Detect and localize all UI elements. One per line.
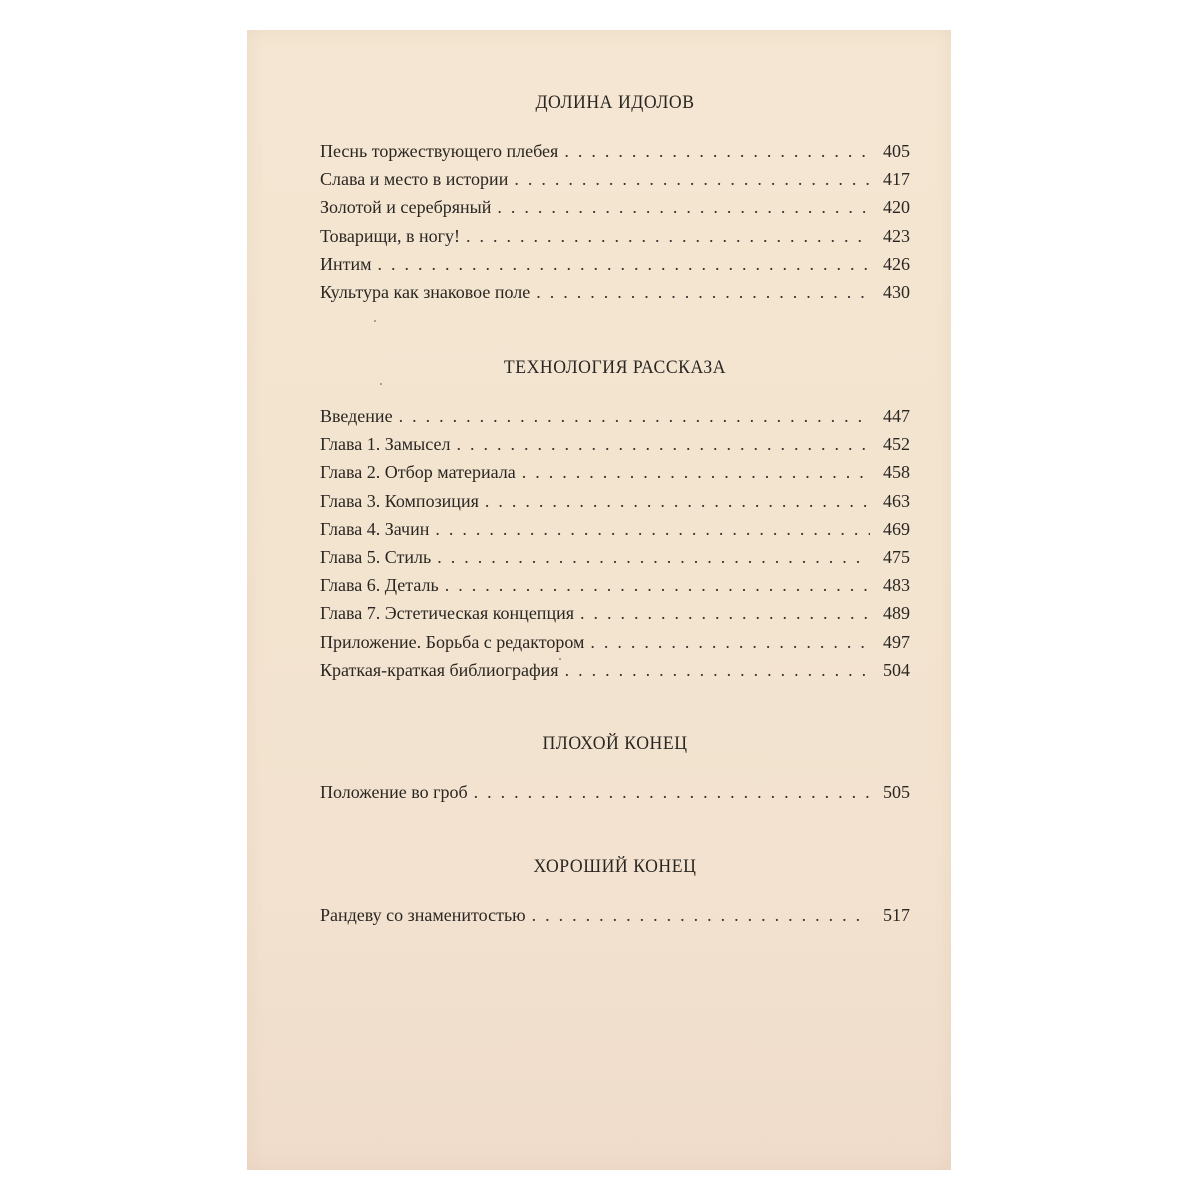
toc-entry[interactable] (320, 193, 910, 221)
toc-section-bad-ending (320, 730, 910, 806)
toc-entry-title: Глава 4. Зачин (320, 518, 430, 539)
toc-entry-title: Введение (320, 406, 393, 426)
toc-entry-title: Слава и место в истории (320, 169, 509, 190)
toc-section-story-technology (320, 354, 910, 684)
toc-entry-title: Интим (320, 253, 372, 274)
toc-entry-title: Приложение. Борьба с редактором (320, 631, 585, 652)
section-title: ДОЛИНА ИДОЛОВ (535, 92, 695, 113)
toc-entry-page: 517 (883, 905, 910, 925)
toc-entry[interactable] (320, 222, 910, 250)
toc-entry-page: 497 (883, 631, 910, 652)
toc-entry-title: Глава 7. Эстетическая концепция (320, 603, 574, 624)
toc-entry[interactable] (320, 402, 910, 430)
toc-entry[interactable] (320, 430, 910, 458)
dot-leader (435, 515, 870, 543)
toc-entry-page: 405 (883, 141, 910, 161)
dot-leader (522, 458, 870, 486)
toc-entry-page: 426 (883, 253, 910, 274)
toc-entry-title: Песнь торжествующего плебея (320, 141, 559, 161)
toc-section-valley-of-idols (320, 89, 910, 306)
section-title: ХОРОШИЙ КОНЕЦ (533, 856, 697, 877)
dot-leader (580, 599, 870, 627)
dot-leader (590, 628, 870, 656)
toc-entry-title: Краткая-краткая библиография (320, 659, 559, 680)
toc-entry[interactable] (320, 571, 910, 599)
toc-entries (320, 778, 910, 806)
toc-entry-title: Глава 3. Композиция (320, 490, 479, 511)
dot-leader (474, 778, 870, 806)
toc-entry-title: Культура как знаковое поле (320, 281, 531, 302)
toc-entry-title: Рандеву со знаменитостью (320, 905, 526, 925)
toc-entry[interactable] (320, 137, 910, 165)
toc-entry-page: 475 (883, 546, 910, 567)
toc-entry-page: 489 (883, 603, 910, 624)
toc-entries (320, 901, 910, 929)
toc-entry[interactable] (320, 656, 910, 684)
paper-speck (380, 383, 382, 385)
toc-entry[interactable] (320, 165, 910, 193)
paper-speck (374, 320, 376, 322)
dot-leader (564, 137, 870, 165)
toc-entry-page: 458 (883, 462, 910, 483)
toc-entry-page: 452 (883, 434, 910, 455)
toc-entry[interactable] (320, 515, 910, 543)
toc-entry[interactable] (320, 487, 910, 515)
toc-entry-page: 420 (883, 197, 910, 218)
dot-leader (485, 487, 870, 515)
dot-leader (536, 278, 870, 306)
dot-leader (456, 430, 870, 458)
toc-entry[interactable] (320, 599, 910, 627)
toc-entry[interactable] (320, 543, 910, 571)
dot-leader (532, 901, 870, 929)
toc-entry-title: Товарищи, в ногу! (320, 225, 461, 246)
toc-entry-page: 463 (883, 490, 910, 511)
toc-entry-title: Положение во гроб (320, 782, 468, 802)
toc-entry-page: 423 (883, 225, 910, 246)
dot-leader (466, 222, 870, 250)
toc-entry[interactable] (320, 278, 910, 306)
dot-leader (437, 543, 870, 571)
dot-leader (445, 571, 870, 599)
dot-leader (378, 250, 870, 278)
toc-entry-title: Глава 6. Деталь (320, 575, 439, 596)
toc-entry[interactable] (320, 778, 910, 806)
toc-entries (320, 137, 910, 306)
dot-leader (565, 656, 870, 684)
toc-entry-title: Глава 5. Стиль (320, 546, 432, 567)
toc-entry-title: Глава 2. Отбор материала (320, 462, 516, 483)
toc-entry[interactable] (320, 901, 910, 929)
toc-entry-page: 417 (883, 169, 910, 190)
paper-speck (559, 658, 561, 660)
dot-leader (399, 402, 870, 430)
section-title: ПЛОХОЙ КОНЕЦ (542, 733, 688, 754)
toc-entry[interactable] (320, 628, 910, 656)
toc-entry-page: 504 (883, 659, 910, 680)
toc-entry-page: 505 (883, 782, 910, 802)
toc-entry-title: Золотой и серебряный (320, 197, 492, 218)
section-title: ТЕХНОЛОГИЯ РАССКАЗА (503, 357, 727, 378)
toc-entry-page: 469 (883, 518, 910, 539)
toc-entries (320, 402, 910, 684)
toc-section-good-ending (320, 853, 910, 929)
book-page (247, 30, 951, 1170)
toc-entry-page: 447 (883, 406, 910, 426)
toc-entry-title: Глава 1. Замысел (320, 434, 451, 455)
toc-entry-page: 483 (883, 575, 910, 596)
dot-leader (514, 165, 870, 193)
toc-entry[interactable] (320, 250, 910, 278)
toc-entry-page: 430 (883, 281, 910, 302)
dot-leader (497, 193, 870, 221)
toc-entry[interactable] (320, 458, 910, 486)
